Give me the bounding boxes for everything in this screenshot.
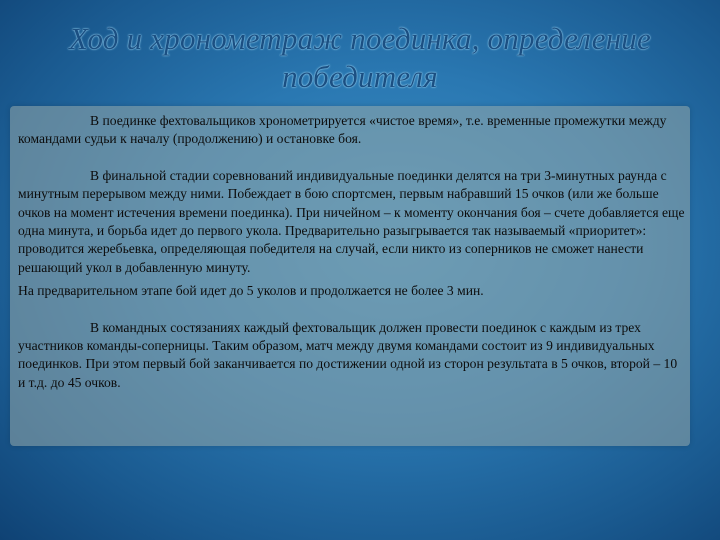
- paragraph-preliminary-stage: На предварительном этапе бой идет до 5 уколов и продолжается не более 3 мин.: [18, 283, 484, 299]
- slide-body: [18, 112, 686, 392]
- paragraph-timing: В поединке фехтовальщиков хронометрируется «чистое время», т.е. временные промежутки между командами судьи к началу (продолжению) и остановке боя.: [18, 113, 667, 147]
- paragraph-team-events: В командных состязаниях каждый фехтовальщик должен провести поединок с каждым из трех участников команды-соперницы. Таким образом, матч между двумя командами состоит из 9 индивидуальных поединков. При этом первый бой заканчивается по достижении одной из сторон результата в 5 очков, второй – 10 и т.д. до 45 очков.: [18, 319, 678, 390]
- paragraph-final-stage: В финальной стадии соревнований индивидуальные поединки делятся на три 3-минутных раунда с минутным перерывом между ними. Побеждает в бою спортсмен, первым набравший 15 очков (или же больше очков на момент истечения времени поединка). При ничейном – к моменту окончания боя – счете добавляется еще одна минута, и борьба идет до первого укола. Предварительно разыгрывается так называемый «приоритет»: проводится жеребьевка, определяющая победителя на случай, если никто из соперников не сможет нанести решающий укол в добавленную минуту.: [18, 167, 685, 275]
- slide-title: Ход и хронометраж поединка, определение победителя: [69, 21, 651, 94]
